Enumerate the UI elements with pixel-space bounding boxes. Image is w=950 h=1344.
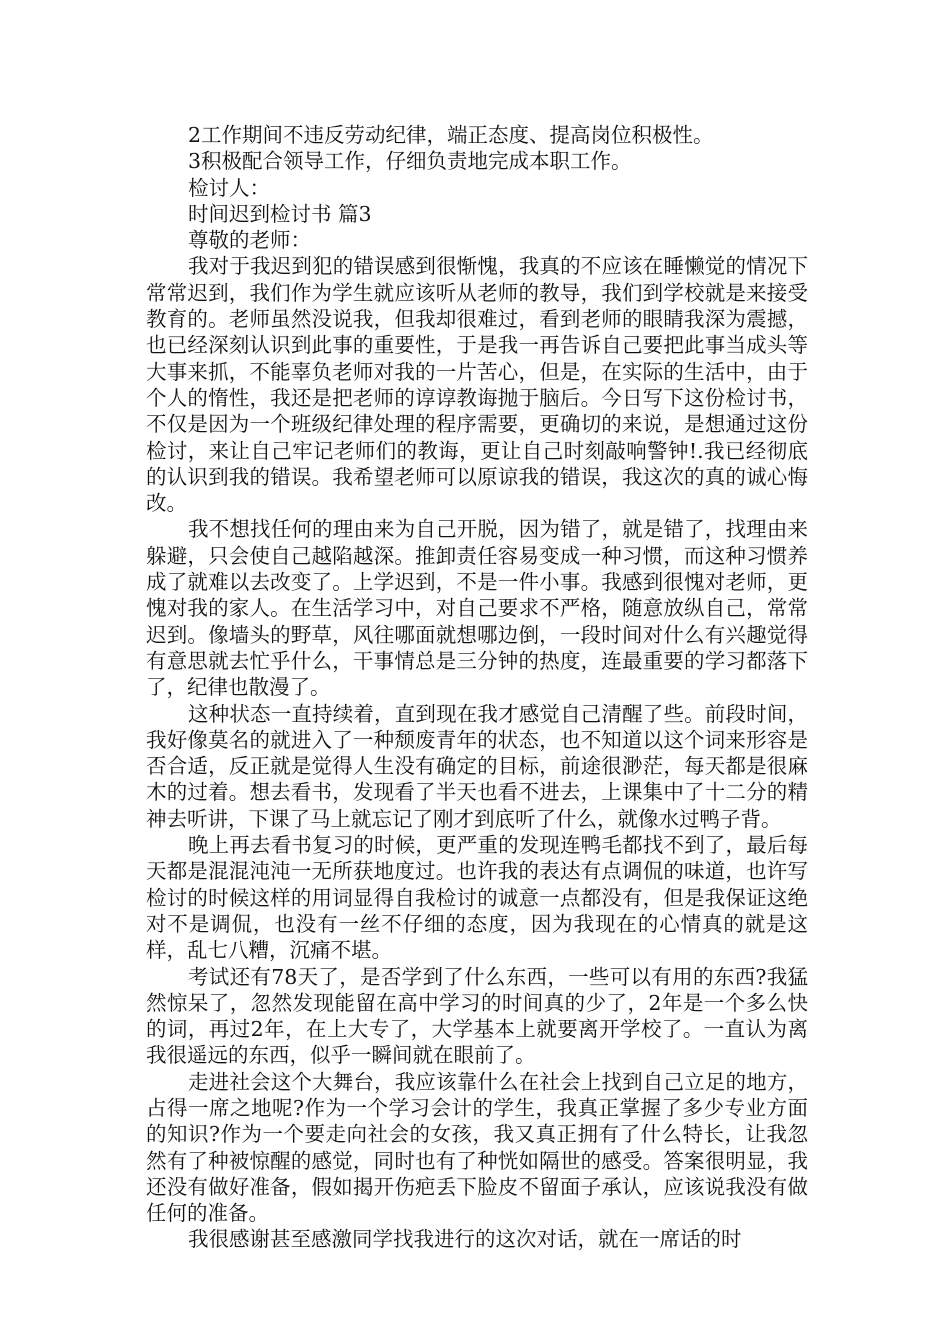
paragraph: 我不想找任何的理由来为自己开脱，因为错了，就是错了，找理由来躲避，只会使自己越陷越深。推卸责任容易变成一种习惯，而这种习惯养成了就难以去改变了。上学迟到，不是一件小事。我感到很愧对老师，更愧对我的家人。在生活学习中，对自己要求不严格，随意放纵自己，常常迟到。像墙头的野草，风往哪面就想哪边倒，一段时间对什么有兴趣觉得有意思就去忙乎什么，干事情总是三分钟的热度，连最重要的学习都落下了，纪律也散漫了。	[146, 517, 808, 700]
rule-item-2: 2工作期间不违反劳动纪律，端正态度、提高岗位积极性。	[188, 123, 714, 147]
salutation: 尊敬的老师：	[188, 228, 311, 253]
paragraph: 这种状态一直持续着，直到现在我才感觉自己清醒了些。前段时间，我好像莫名的就进入了一种颓废青年的状态，也不知道以这个词来形容是否合适，反正就是觉得人生没有确定的目标，前途很渺茫，每天都是很麻木的过着。想去看书，发现看了半天也看不进去，上课集中了十二分的精神去听讲，下课了马上就忘记了刚才到底听了什么，就像水过鸭子背。	[146, 701, 808, 831]
rule-item-3: 3积极配合领导工作，仔细负责地完成本职工作。	[188, 149, 632, 174]
paragraph: 我对于我迟到犯的错误感到很惭愧，我真的不应该在睡懒觉的情况下常常迟到，我们作为学生就应该听从老师的教导，我们到学校就是来接受教育的。老师虽然没说我，但我却很难过，看到老师的眼睛我深为震撼，也已经深刻认识到此事的重要性，于是我一再告诉自己要把此事当成头等大事来抓，不能辜负老师对我的一片苦心，但是，在实际的生活中，由于个人的惰性，我还是把老师的谆谆教诲抛于脑后。今日写下这份检讨书，不仅是因为一个班级纪律处理的程序需要，更确切的来说，是想通过这份检讨，来让自己牢记老师们的教诲，更让自己时刻敲响警钟!.我已经彻底的认识到我的错误。我希望老师可以原谅我的错误，我这次的真的诚心悔改。	[146, 254, 808, 516]
paragraph: 考试还有78天了，是否学到了什么东西，一些可以有用的东西?我猛然惊呆了，忽然发现能留在高中学习的时间真的少了，2年是一个多么快的词，再过2年，在上大专了，大学基本上就要离开学校了。一直认为离我很遥远的东西，似乎一瞬间就在眼前了。	[146, 964, 808, 1068]
paragraph: 晚上再去看书复习的时候，更严重的发现连鸭毛都找不到了，最后每天都是混混沌沌一无所获地度过。也许我的表达有点调侃的味道，也许写检讨的时候这样的用词显得自我检讨的诚意一点都没有，但是我保证这绝对不是调侃，也没有一丝不仔细的态度，因为我现在的心情真的就是这样，乱七八糟，沉痛不堪。	[146, 833, 808, 963]
paragraph: 走进社会这个大舞台，我应该靠什么在社会上找到自己立足的地方，占得一席之地呢?作为一个学习会计的学生，我真正掌握了多少专业方面的知识?作为一个要走向社会的女孩，我又真正拥有了什么特长，让我忽然有了种被惊醒的感觉，同时也有了种恍如隔世的感受。答案很明显，我还没有做好准备，假如揭开伤疤丢下脸皮不留面子承认，应该说我没有做任何的准备。	[146, 1069, 808, 1226]
section-title: 时间迟到检讨书 篇3	[188, 201, 372, 226]
signature-label: 检讨人：	[188, 175, 270, 200]
document-body	[146, 122, 808, 1253]
paragraph: 我很感谢甚至感激同学找我进行的这次对话，就在一席话的时	[188, 1227, 742, 1252]
